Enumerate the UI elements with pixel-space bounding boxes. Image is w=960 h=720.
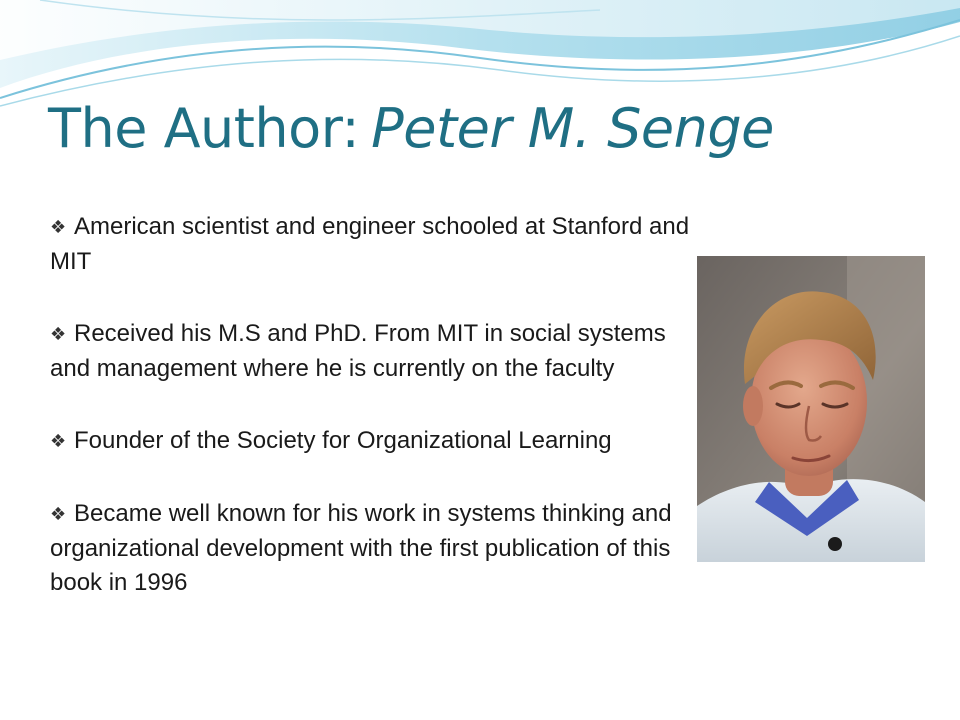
- diamond-bullet-icon: ❖: [50, 431, 67, 452]
- bullet-item: [50, 497, 690, 600]
- slide-title-name: Peter M. Senge: [371, 97, 774, 160]
- diamond-bullet-icon: ❖: [50, 504, 67, 525]
- bullet-item: [50, 424, 690, 459]
- diamond-bullet-icon: ❖: [50, 324, 67, 345]
- ear: [743, 386, 763, 426]
- bullet-text: Received his M.S and PhD. From MIT in social systems and management where he is currently on the faculty: [50, 320, 666, 382]
- slide-title-prefix: The Author:: [48, 97, 360, 160]
- bullet-text: Founder of the Society for Organizational Learning: [74, 427, 612, 454]
- bullet-list: [50, 210, 690, 600]
- microphone: [828, 537, 842, 551]
- portrait-photo: [697, 256, 925, 562]
- bullet-item: [50, 317, 690, 386]
- bullet-item: [50, 210, 690, 279]
- diamond-bullet-icon: ❖: [50, 217, 67, 238]
- bullet-text: American scientist and engineer schooled at Stanford and MIT: [50, 213, 690, 275]
- slide-title: [48, 92, 774, 166]
- bullet-text: Became well known for his work in systems thinking and organizational development with the first publication of this book in 1996: [50, 500, 672, 596]
